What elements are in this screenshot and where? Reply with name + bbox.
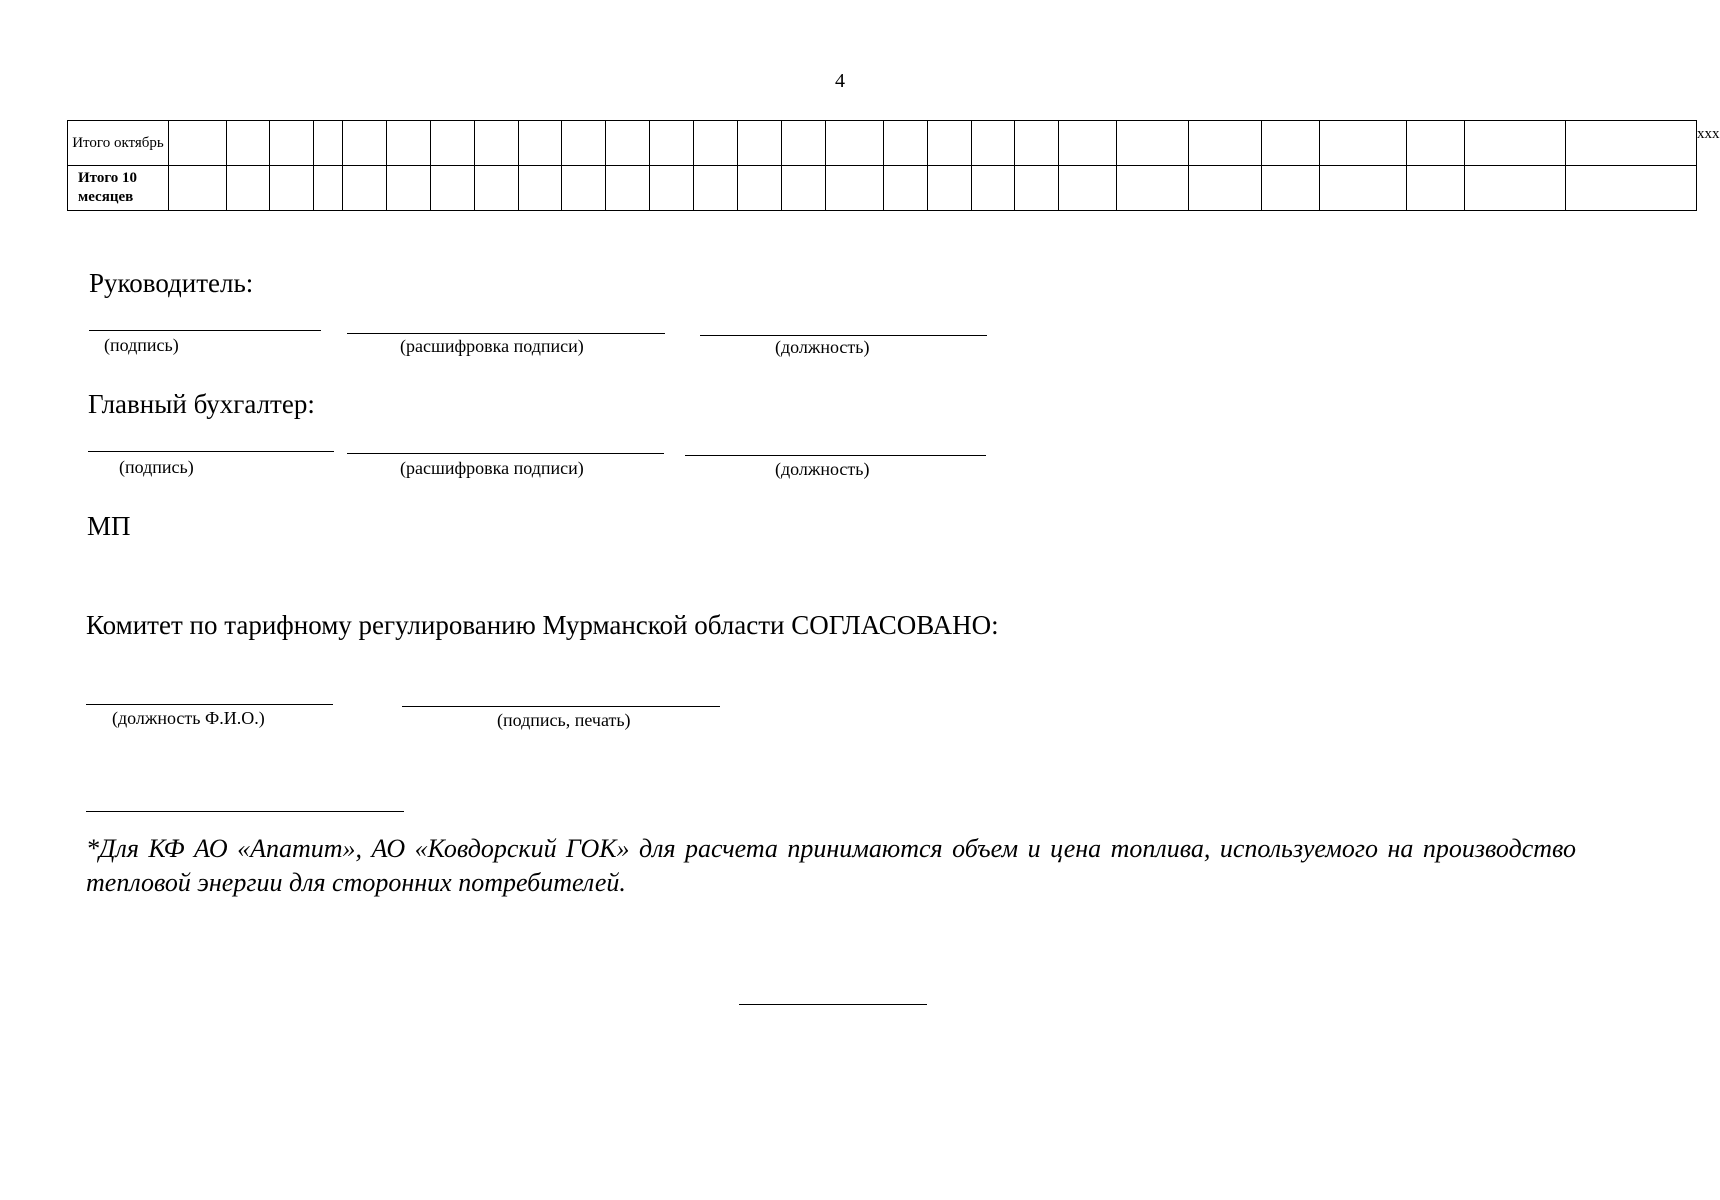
table-cell <box>1117 166 1189 211</box>
table-cell <box>227 166 270 211</box>
table-cell <box>782 166 826 211</box>
table-cell <box>826 166 884 211</box>
table-cell <box>431 166 475 211</box>
table-cell <box>972 166 1015 211</box>
table-cell <box>928 166 972 211</box>
table-cell <box>782 121 826 166</box>
manager-signature-line <box>89 330 321 331</box>
table-cell <box>314 166 343 211</box>
table-cell <box>1566 166 1697 211</box>
accountant-name-caption: (расшифровка подписи) <box>400 458 584 478</box>
footnote: *Для КФ АО «Апатит», АО «Ковдорский ГОК» для расчета принимаются объем и цена топлива, используемого на производство тепловой энергии для сторонних потребителей. <box>86 834 1576 897</box>
table-cell <box>1189 166 1262 211</box>
manager-heading: Руководитель: <box>89 268 254 298</box>
table-cell <box>475 166 519 211</box>
table-cell <box>606 121 650 166</box>
row-label: Итого 10 месяцев <box>68 166 169 211</box>
table-cell <box>694 166 738 211</box>
table-cell <box>1262 166 1320 211</box>
table-cell <box>928 121 972 166</box>
table-cell <box>314 121 343 166</box>
manager-name-caption: (расшифровка подписи) <box>400 336 584 356</box>
table-cell <box>1117 121 1189 166</box>
table-cell <box>562 166 606 211</box>
table-cell <box>169 121 227 166</box>
table-cell <box>826 121 884 166</box>
table-cell <box>1407 121 1465 166</box>
table-cell <box>1465 166 1566 211</box>
table-cell <box>1465 121 1566 166</box>
manager-signature-caption: (подпись) <box>104 335 179 355</box>
committee-position-line <box>86 704 333 705</box>
table-cell <box>1189 121 1262 166</box>
table-cell <box>169 166 227 211</box>
table-cell <box>1015 121 1059 166</box>
accountant-signature-caption: (подпись) <box>119 457 194 477</box>
committee-position-caption: (должность Ф.И.О.) <box>112 708 265 728</box>
table-cell <box>270 121 314 166</box>
table-cell <box>387 121 431 166</box>
accountant-signature-line <box>88 451 334 452</box>
table-cell <box>738 121 782 166</box>
table-cell <box>1320 121 1407 166</box>
accountant-name-line <box>347 453 664 454</box>
table-cell <box>1320 166 1407 211</box>
table-cell <box>1059 166 1117 211</box>
end-rule <box>739 1004 927 1005</box>
table-cell <box>562 121 606 166</box>
table-cell <box>972 121 1015 166</box>
table-cell <box>606 166 650 211</box>
table-row: Итого октябрь xxx <box>68 121 1697 166</box>
committee-signature-caption: (подпись, печать) <box>497 710 631 730</box>
manager-position-line <box>700 335 987 336</box>
table-cell <box>1015 166 1059 211</box>
committee-heading: Комитет по тарифному регулированию Мурманской области СОГЛАСОВАНО: <box>86 610 999 640</box>
table-cell <box>475 121 519 166</box>
summary-table <box>67 120 1720 211</box>
table-cell <box>1262 121 1320 166</box>
table-cell <box>519 121 562 166</box>
table-row <box>68 166 1697 211</box>
table-cell <box>650 166 694 211</box>
manager-name-line <box>347 333 665 334</box>
row-label: Итого октябрь <box>68 121 169 166</box>
table-cell <box>227 121 270 166</box>
table-cell <box>650 121 694 166</box>
accountant-position-line <box>685 455 986 456</box>
table-cell <box>519 166 562 211</box>
manager-position-caption: (должность) <box>775 337 870 357</box>
table-cell <box>343 166 387 211</box>
table-cell <box>694 121 738 166</box>
page-number: 4 <box>835 70 845 92</box>
stamp-mark: МП <box>87 511 131 541</box>
accountant-position-caption: (должность) <box>775 459 870 479</box>
table-cell <box>387 166 431 211</box>
table-cell <box>1059 121 1117 166</box>
table-cell <box>1407 166 1465 211</box>
table-cell <box>1566 121 1697 166</box>
table-cell <box>884 166 928 211</box>
table-cell <box>884 121 928 166</box>
table-cell <box>270 166 314 211</box>
table-cell <box>738 166 782 211</box>
table-cell <box>431 121 475 166</box>
chief-accountant-heading: Главный бухгалтер: <box>88 389 315 419</box>
committee-signature-line <box>402 706 720 707</box>
footnote-separator <box>86 811 404 812</box>
table-cell <box>343 121 387 166</box>
